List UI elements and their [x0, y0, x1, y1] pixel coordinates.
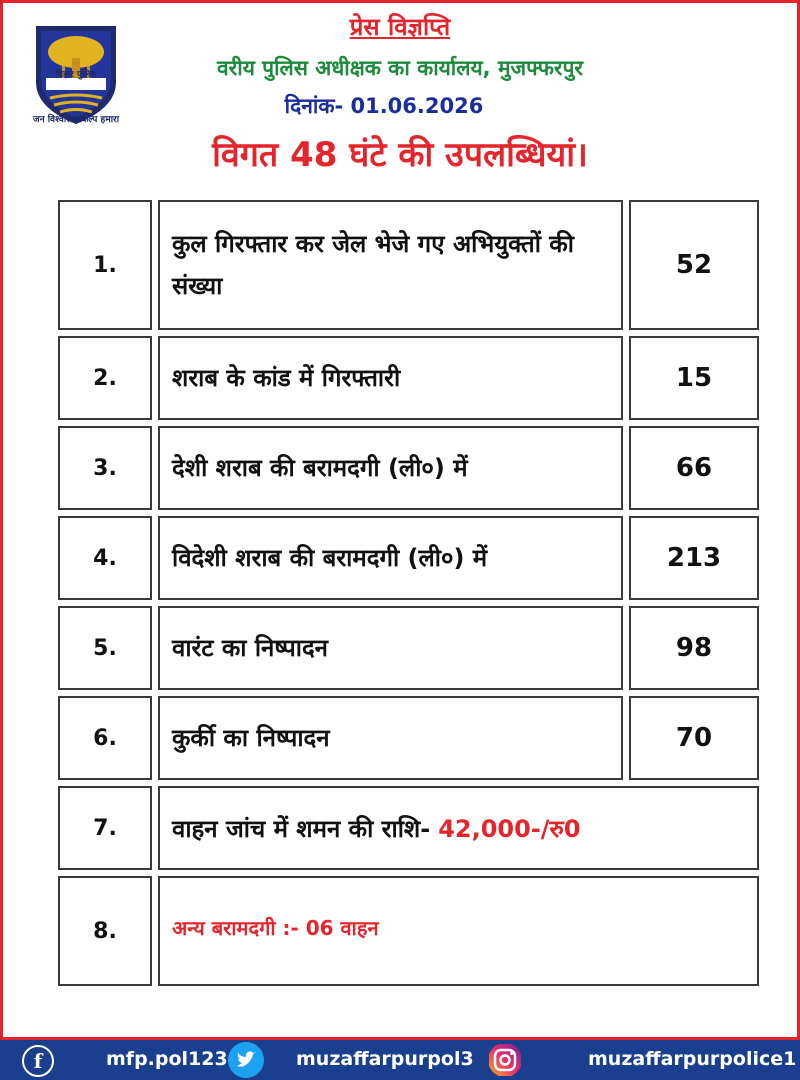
press-release-title: प्रेस विज्ञप्ति: [349, 13, 451, 41]
row-7-description: [158, 786, 759, 870]
logo-motto: जन विश्वास संकल्प हमारा: [32, 115, 120, 125]
row-5-value: 98: [629, 606, 759, 690]
row-4-value: 213: [629, 516, 759, 600]
row-1-value: 52: [629, 200, 759, 330]
row-3-description: देशी शराब की बरामदगी (ली०) में: [158, 426, 623, 510]
row-3-number: 3.: [58, 426, 152, 510]
twitter-handle[interactable]: muzaffarpurpol3: [296, 1048, 474, 1070]
row-1-number: 1.: [58, 200, 152, 330]
row-1-description: कुल गिरफ्तार कर जेल भेजे गए अभियुक्तों की संख्या: [158, 200, 623, 330]
row-6-value: 70: [629, 696, 759, 780]
row-6-description: कुर्की का निष्पादन: [158, 696, 623, 780]
logo-text: बिहार पुलिस: [55, 70, 97, 80]
row-7-label: वाहन जांच में शमन की राशि-: [172, 814, 431, 843]
row-5-number: 5.: [58, 606, 152, 690]
office-name: वरीय पुलिस अधीक्षक का कार्यालय, मुजफ्फरपुर: [216, 56, 584, 80]
row-4-number: 4.: [58, 516, 152, 600]
row-8-number: 8.: [58, 876, 152, 986]
row-2-number: 2.: [58, 336, 152, 420]
row-3-value: 66: [629, 426, 759, 510]
row-6-number: 6.: [58, 696, 152, 780]
row-2-description: शराब के कांड में गिरफ्तारी: [158, 336, 623, 420]
facebook-icon[interactable]: f: [22, 1045, 54, 1077]
twitter-icon[interactable]: [228, 1042, 264, 1078]
release-date: दिनांक- 01.06.2026: [284, 94, 484, 118]
social-footer: [0, 1040, 800, 1080]
row-2-value: 15: [629, 336, 759, 420]
instagram-handle[interactable]: muzaffarpurpolice1: [588, 1048, 797, 1070]
row-8-text: अन्य बरामदगी :- 06 वाहन: [172, 916, 379, 940]
row-5-description: वारंट का निष्पादन: [158, 606, 623, 690]
instagram-icon[interactable]: [488, 1043, 522, 1077]
achievements-heading: विगत 48 घंटे की उपलब्धियां।: [212, 135, 588, 175]
row-7-number: 7.: [58, 786, 152, 870]
row-8-description: [158, 876, 759, 986]
row-4-description: विदेशी शराब की बरामदगी (ली०) में: [158, 516, 623, 600]
row-7-amount: 42,000-/रु0: [438, 814, 581, 843]
facebook-handle[interactable]: mfp.pol123: [106, 1048, 228, 1070]
